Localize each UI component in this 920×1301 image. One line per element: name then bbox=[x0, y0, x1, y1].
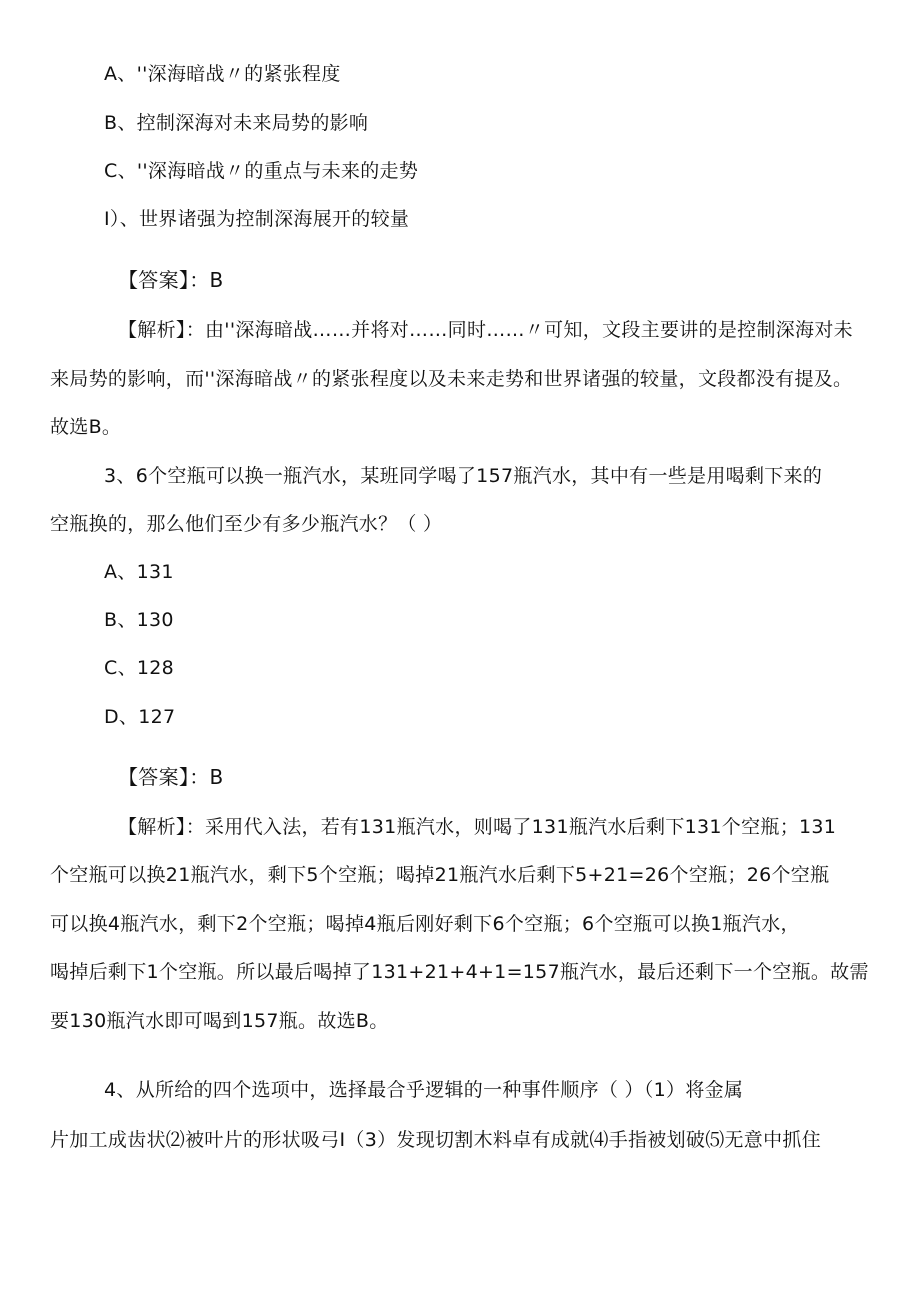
q2-option-b: B、控制深海对未来局势的影响 bbox=[104, 112, 369, 134]
q3-analysis-line-5: 要130瓶汽水即可喝到157瓶。故选B。 bbox=[50, 1010, 389, 1032]
q2-analysis-line-1: 【解析】：由''深海暗战……并将对……同时……〃可知，文段主要讲的是控制深海对未 bbox=[118, 319, 853, 341]
q2-analysis-line-3: 故选B。 bbox=[50, 416, 122, 438]
q2-option-a: A、''深海暗战〃的紧张程度 bbox=[104, 63, 341, 85]
q2-option-c: C、''深海暗战〃的重点与未来的走势 bbox=[104, 160, 419, 182]
q3-stem-line-1: 3、6个空瓶可以换一瓶汽水，某班同学喝了157瓶汽水，其中有一些是用喝剩下来的 bbox=[104, 465, 823, 487]
q3-analysis-line-1: 【解析】：采用代入法，若有131瓶汽水，则喝了131瓶汽水后剩下131个空瓶；131 bbox=[118, 816, 837, 838]
q3-answer: 【答案】：B bbox=[118, 765, 224, 789]
q3-option-c: C、128 bbox=[104, 657, 175, 679]
q4-stem-line-2: 片加工成齿状⑵被叶片的形状吸弓I（3）发现切割木料卓有成就⑷手指被划破⑸无意中抓住 bbox=[50, 1129, 821, 1151]
q2-analysis-line-2: 来局势的影响，而''深海暗战〃的紧张程度以及未来走势和世界诸强的较量，文段都没有提及。 bbox=[50, 368, 853, 390]
q3-stem-line-2: 空瓶换的，那么他们至少有多少瓶汽水？（ ） bbox=[50, 513, 443, 535]
q3-analysis-line-3: 可以换4瓶汽水，剩下2个空瓶；喝掉4瓶后刚好剩下6个空瓶；6个空瓶可以换1瓶汽水， bbox=[50, 913, 800, 935]
q3-analysis-line-4: 喝掉后剩下1个空瓶。所以最后喝掉了131+21+4+1=157瓶汽水，最后还剩下一个空瓶。故需 bbox=[50, 961, 869, 983]
q3-analysis-line-2: 个空瓶可以换21瓶汽水，剩下5个空瓶；喝掉21瓶汽水后剩下5+21=26个空瓶；26个空瓶 bbox=[50, 864, 830, 886]
q3-option-d: D、127 bbox=[104, 706, 176, 728]
q4-stem-line-1: 4、从所给的四个选项中，选择最合乎逻辑的一种事件顺序（ ）（1）将金属 bbox=[104, 1079, 744, 1101]
q2-option-d: I）、世界诸强为控制深海展开的较量 bbox=[104, 208, 410, 230]
q2-answer: 【答案】：B bbox=[118, 268, 224, 292]
q3-option-a: A、131 bbox=[104, 561, 174, 583]
q3-option-b: B、130 bbox=[104, 609, 174, 631]
